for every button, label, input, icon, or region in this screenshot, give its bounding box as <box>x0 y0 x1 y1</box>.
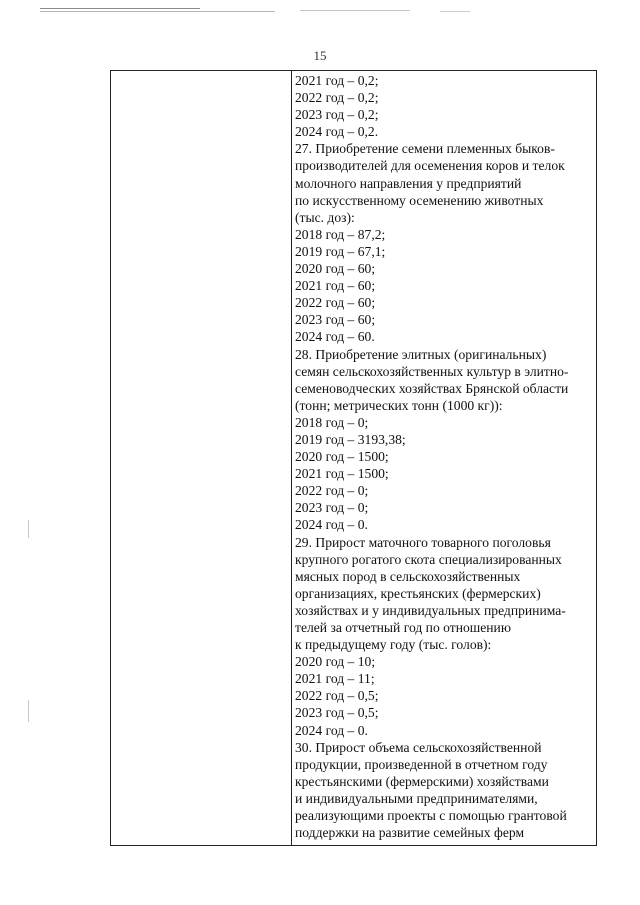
text-line: и индивидуальными предпринимателями, <box>295 790 538 806</box>
text-line: 28. Приобретение элитных (оригинальных) <box>295 346 547 362</box>
text-line: хозяйствах и у индивидуальных предпринима- <box>295 602 566 618</box>
text-line: телей за отчетный год по отношению <box>295 620 511 635</box>
text-line: 2019 год – 67,1; <box>295 243 386 259</box>
text-line: 2022 год – 0; <box>295 483 369 499</box>
text-line: молочного направления у предприятий <box>295 175 522 191</box>
text-line: крестьянскими (фермерскими) хозяйствами <box>295 773 549 789</box>
text-line: семеноводческих хозяйствах Брянской области <box>295 380 569 396</box>
text-line: 2024 год – 60. <box>295 329 375 345</box>
text-line: реализующими проекты с помощью грантовой <box>295 808 567 824</box>
text-line: 2021 год – 1500; <box>295 466 389 482</box>
table-right-cell <box>295 72 595 841</box>
text-line: (тыс. доз): <box>295 209 355 225</box>
scan-artifact-line <box>300 10 410 11</box>
text-line: 2021 год – 0,2; <box>295 73 379 88</box>
text-line: 2020 год – 10; <box>295 654 376 670</box>
scan-artifact-mark <box>28 520 29 538</box>
text-line: поддержки на развитие семейных ферм <box>295 825 525 841</box>
text-line: организациях, крестьянских (фермерских) <box>295 585 541 601</box>
text-line: 2021 год – 60; <box>295 278 376 294</box>
text-line: крупного рогатого скота специализированных <box>295 551 562 567</box>
text-line: (тонн; метрических тонн (1000 кг)): <box>295 397 503 413</box>
text-line: 2024 год – 0,2. <box>295 124 379 140</box>
scan-artifact-line <box>40 11 275 12</box>
scan-artifact-line <box>40 8 200 9</box>
text-line: 2023 год – 60; <box>295 312 376 328</box>
document-table <box>110 70 597 846</box>
text-line: 2023 год – 0; <box>295 500 369 516</box>
text-line: мясных пород в сельскохозяйственных <box>295 568 521 584</box>
text-line: производителей для осеменения коров и телок <box>295 158 565 174</box>
text-line: 2020 год – 1500; <box>295 449 389 465</box>
text-line: к предыдущему году (тыс. голов): <box>295 637 492 653</box>
text-line: 27. Приобретение семени племенных быков- <box>295 141 555 157</box>
text-line: 2022 год – 60; <box>295 295 376 311</box>
text-line: 2022 год – 0,2; <box>295 90 379 106</box>
text-line: 2019 год – 3193,38; <box>295 431 406 447</box>
scan-artifact-mark <box>28 700 29 722</box>
text-line: 2024 год – 0. <box>295 722 368 738</box>
text-line: 2024 год – 0. <box>295 517 368 533</box>
text-line: 2022 год – 0,5; <box>295 688 379 704</box>
text-line: 2023 год – 0,2; <box>295 107 379 123</box>
text-line: 2018 год – 0; <box>295 414 369 430</box>
text-line: 2018 год – 87,2; <box>295 226 386 242</box>
text-line: продукции, произведенной в отчетном году <box>295 756 548 772</box>
text-line: 2023 год – 0,5; <box>295 705 379 721</box>
scan-artifact-line <box>440 11 470 12</box>
text-line: 2020 год – 60; <box>295 261 376 277</box>
page-number: 15 <box>313 48 327 63</box>
text-line: 29. Прирост маточного товарного поголовья <box>295 534 551 550</box>
text-line: 30. Прирост объема сельскохозяйственной <box>295 739 542 755</box>
text-line: семян сельскохозяйственных культур в элитно- <box>295 363 569 379</box>
text-line: по искусственному осеменению животных <box>295 192 544 208</box>
text-line: 2021 год – 11; <box>295 671 375 687</box>
table-column-divider <box>291 71 292 845</box>
